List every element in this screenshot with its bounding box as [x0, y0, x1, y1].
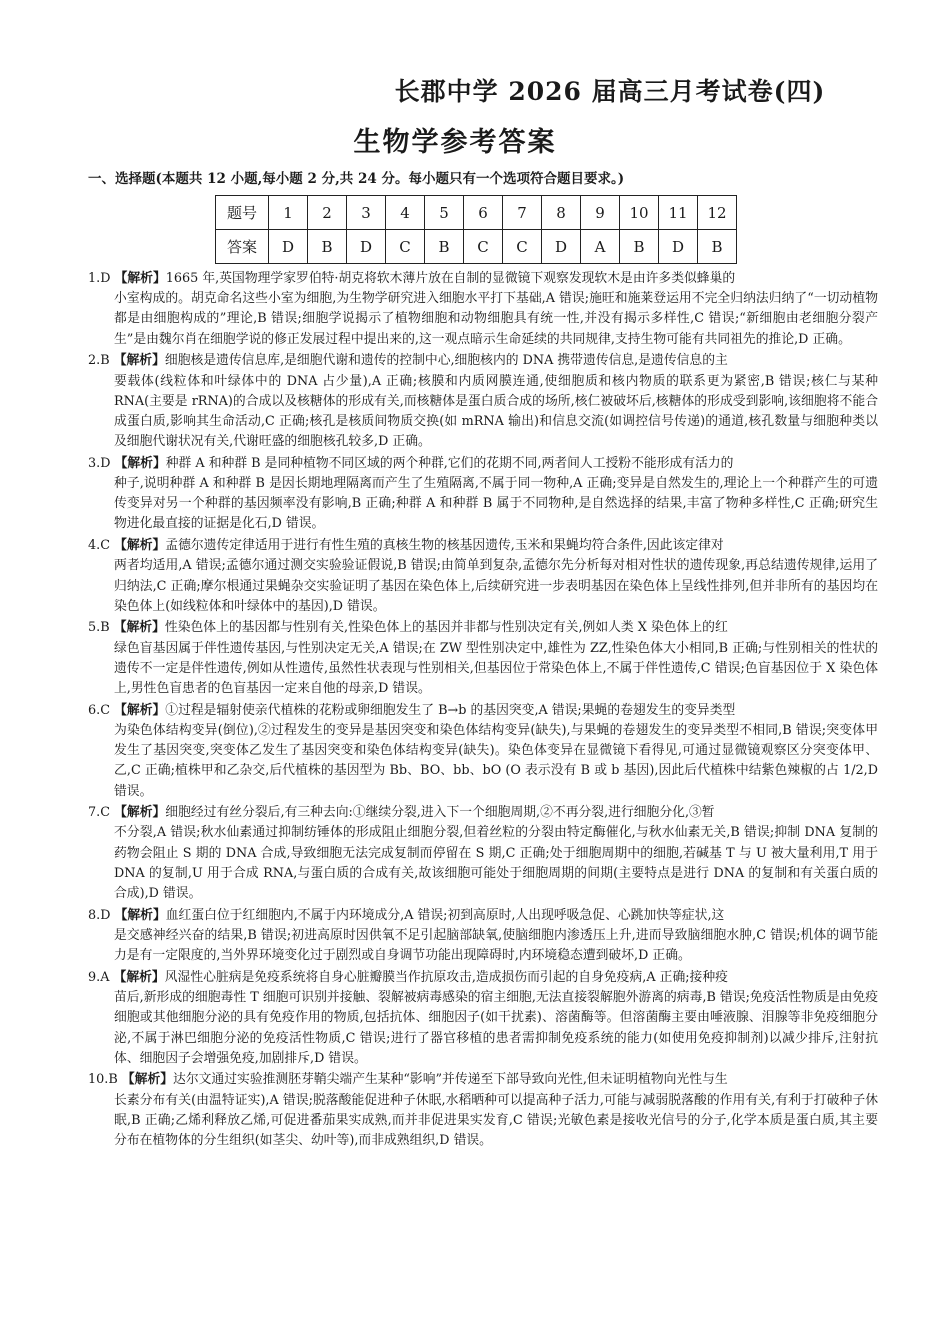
explanation-text: 苗后,新形成的细胞毒性 T 细胞可识别并接触、裂解被病毒感染的宿主细胞,无法直接裂解胞外游离的病毒,B 错误;免疫活性物质是由免疫细胞或其他细胞分泌的具有免疫作用的物质,包括抗体、细胞因子(如干扰素)、溶菌酶等。但溶菌酶主要由唾液腺、泪腺等非免疫细胞分泌,不属于淋巴细胞分泌的免疫活性物质,C 错误;进行了器官移植的患者需抑制免疫系统的能力(如使用免疫抑制剂)以减少排斥,注射抗体、细胞因子会增强免疫,加剧排斥,D 错误。	[114, 990, 878, 1066]
explanations	[88, 269, 878, 1153]
page-title: 长郡中学 2026 届高三月考试卷(四)	[394, 77, 826, 106]
analysis-tag: 【解析】	[114, 907, 166, 923]
answer-table	[215, 195, 737, 264]
explanation-first-line: 性染色体上的基因都与性别有关,性染色体上的基因并非都与性别决定有关,例如人类 X 染色体上的红	[164, 620, 728, 636]
explanation-first-line: 种群 A 和种群 B 是同种植物不同区域的两个种群,它们的花期不同,两者间人工授粉不能形成有活力的	[165, 455, 734, 471]
explanation-text: 种子,说明种群 A 和种群 B 是因长期地理隔离而产生了生殖隔离,不属于同一物种,A 正确;变异是自然发生的,理论上一个种群产生的可遗传变异对另一个种群的基因频率没有影响,B 正确;种群 A 和种群 B 属于不同物种,是自然选择的结果,丰富了物种多样性,C 正确;研究生物进化最直接的证据是化石,D 错误。	[114, 476, 878, 532]
explanation-item	[88, 536, 878, 617]
explanation-text: 小室构成的。胡克命名这些小室为细胞,为生物学研究进入细胞水平打下基础,A 错误;施旺和施莱登运用不完全归纳法归纳了“一切动植物都是由细胞构成的”理论,B 错误;细胞学说揭示了植物细胞和动物细胞具有统一性,并没有揭示多样性,C 错误;“新细胞由老细胞分裂产生”是由魏尔肖在细胞学说的修正发展过程中提出来的,这一观点暗示生命延续的共同规律,支持生物可能有共同祖先的推论,D 正确。	[114, 291, 878, 347]
answer-cell: C	[503, 230, 542, 264]
question-number: 9	[581, 196, 620, 230]
analysis-tag: 【解析】	[113, 969, 165, 985]
explanation-item	[88, 906, 878, 967]
question-answer-label: 10.B	[88, 1072, 118, 1088]
explanation-first-line: 细胞核是遗传信息库,是细胞代谢和遗传的控制中心,细胞核内的 DNA 携带遗传信息,是遗传信息的主	[164, 353, 728, 369]
question-answer-label: 3.D	[88, 455, 111, 471]
answer-cell: B	[698, 230, 737, 264]
question-number: 4	[386, 196, 425, 230]
explanation-text: 是交感神经兴奋的结果,B 错误;初进高原时因供氧不足引起脑部缺氧,使脑细胞内渗透压上升,进而导致脑细胞水肿,C 错误;机体的调节能力是有一定限度的,当外界环境变化过于剧烈或自身调节功能出现障碍时,内环境稳态遭到破坏,D 正确。	[114, 928, 878, 964]
analysis-tag: 【解析】	[114, 455, 166, 471]
page-subtitle: 生物学参考答案	[353, 127, 557, 158]
question-answer-label: 5.B	[88, 620, 110, 636]
explanation-text: 要载体(线粒体和叶绿体中的 DNA 占少量),A 正确;核膜和内质网膜连通,使细胞质和核内物质的联系更为紧密,B 错误;核仁与某种 RNA(主要是 rRNA)的合成以及核糖体的形成有关,而核糖体是蛋白质合成的场所,核仁被破坏后,核糖体的形成受到影响,该细胞将不能合成蛋白质,影响其生命活动,C 正确;核孔是核质间物质交换(如 mRNA 输出)和信息交流(如调控信号传递)的通道,核孔数量与细胞种类以及细胞代谢状况有关,代谢旺盛的细胞核孔较多,D 正确。	[114, 373, 878, 450]
question-number: 8	[542, 196, 581, 230]
analysis-tag: 【解析】	[114, 805, 166, 821]
explanation-first-line: 风湿性心脏病是免疫系统将自身心脏瓣膜当作抗原攻击,造成损伤而引起的自身免疫病,A 正确;接种疫	[164, 969, 728, 985]
question-answer-label: 6.C	[88, 702, 111, 718]
question-number: 3	[347, 196, 386, 230]
explanation-item	[88, 618, 878, 699]
analysis-tag: 【解析】	[114, 538, 166, 554]
question-number: 10	[620, 196, 659, 230]
section-heading: 一、选择题(本题共 12 小题,每小题 2 分,共 24 分。每小题只有一个选项符合题目要求。)	[88, 171, 625, 187]
question-number-row	[216, 196, 737, 230]
answer-cell: C	[464, 230, 503, 264]
analysis-tag: 【解析】	[114, 271, 166, 286]
explanation-first-line: 达尔文通过实验推测胚芽鞘尖端产生某种“影响”并传递至下部导致向光性,但未证明植物向光性与生	[173, 1072, 728, 1088]
question-number: 7	[503, 196, 542, 230]
row-label-answer: 答案	[216, 230, 269, 264]
explanation-first-line: ①过程是辐射使亲代植株的花粉或卵细胞发生了 B→b 的基因突变,A 错误;果蝇的卷翅发生的变异类型	[165, 702, 736, 718]
explanation-text: 为染色体结构变异(倒位),②过程发生的变异是基因突变和染色体结构变异(缺失),与果蝇的卷翅发生的变异类型不相同,B 错误;突变体甲发生了基因突变,突变体乙发生了基因突变和染色体结构变异(缺失)。染色体变异在显微镜下看得见,可通过显微镜观察区分突变体甲、乙,C 正确;植株甲和乙杂交,后代植株的基因型为 Bb、BO、bb、bO (O 表示没有 B 或 b 基因),因此后代植株中结紫色辣椒的占 1/2,D 错误。	[114, 722, 878, 799]
question-number: 11	[659, 196, 698, 230]
answer-cell: D	[269, 230, 308, 264]
explanation-item	[88, 701, 878, 802]
analysis-tag: 【解析】	[114, 702, 166, 718]
analysis-tag: 【解析】	[113, 620, 165, 636]
row-label-number: 题号	[216, 196, 269, 230]
answer-cell: D	[659, 230, 698, 264]
explanation-text: 长素分布有关(由温特证实),A 错误;脱落酸能促进种子休眠,水稻晒种可以提高种子活力,可能与减弱脱落酸的作用有关,有利于打破种子休眠,B 正确;乙烯利释放乙烯,可促进番茄果实成熟,而并非促进果实发育,C 错误;光敏色素是接收光信号的分子,化学本质是蛋白质,其主要分布在植物体的分生组织(如茎尖、幼叶等),而非成熟组织,D 错误。	[114, 1092, 878, 1149]
question-answer-label: 1.D	[88, 271, 111, 286]
explanation-text: 两者均适用,A 错误;孟德尔通过测交实验验证假说,B 错误;由简单到复杂,孟德尔先分析每对相对性状的遗传现象,再总结遗传规律,运用了归纳法,C 正确;摩尔根通过果蝇杂交实验证明了基因在染色体上,后续研究进一步表明基因在染色体上呈线性排列,但并非所有的基因均在染色体上(如线粒体和叶绿体中的基因),D 错误。	[114, 558, 878, 614]
question-number: 12	[698, 196, 737, 230]
answer-cell: B	[425, 230, 464, 264]
answer-cell: A	[581, 230, 620, 264]
answer-cell: B	[620, 230, 659, 264]
answer-cell: D	[542, 230, 581, 264]
answer-cell: C	[386, 230, 425, 264]
question-answer-label: 9.A	[88, 969, 110, 985]
question-answer-label: 7.C	[88, 805, 111, 821]
explanation-item	[88, 1070, 878, 1151]
explanation-item	[88, 968, 878, 1069]
question-answer-label: 8.D	[88, 907, 111, 923]
answer-row	[216, 230, 737, 264]
explanation-first-line: 孟德尔遗传定律适用于进行有性生殖的真核生物的核基因遗传,玉米和果蝇均符合条件,因此该定律对	[165, 538, 724, 554]
analysis-tag: 【解析】	[121, 1072, 174, 1088]
explanation-first-line: 血红蛋白位于红细胞内,不属于内环境成分,A 错误;初到高原时,人出现呼吸急促、心跳加快等症状,这	[165, 907, 725, 923]
answer-cell: D	[347, 230, 386, 264]
question-number: 6	[464, 196, 503, 230]
explanation-text: 不分裂,A 错误;秋水仙素通过抑制纺锤体的形成阻止细胞分裂,但着丝粒的分裂由特定酶催化,与秋水仙素无关,B 错误;抑制 DNA 复制的药物会阻止 S 期的 DNA 合成,导致细胞无法完成复制而停留在 S 期,C 正确;处于细胞周期中的细胞,若碱基 T 与 U 被大量利用,T 用于 DNA 的复制,U 用于合成 RNA,与蛋白质的合成有关,故该细胞可能处于细胞周期的间期(主要特点是进行 DNA 的复制和有关蛋白质的合成),D 错误。	[114, 825, 878, 902]
explanation-item	[88, 803, 878, 904]
explanation-item	[88, 269, 878, 350]
question-number: 1	[269, 196, 308, 230]
explanation-item	[88, 454, 878, 535]
explanation-text: 绿色盲基因属于伴性遗传基因,与性别决定无关,A 错误;在 ZW 型性别决定中,雄性为 ZZ,性染色体大小相同,B 正确;与性别相关的性状的遗传不一定是伴性遗传,例如从性遗传,虽然性状表现与性别相关,但基因位于常染色体上,不属于伴性遗传,C 错误;色盲基因位于 X 染色体上,男性色盲患者的色盲基因一定来自他的母亲,D 错误。	[114, 640, 878, 697]
question-answer-label: 4.C	[88, 538, 111, 554]
question-number: 5	[425, 196, 464, 230]
question-answer-label: 2.B	[88, 353, 110, 369]
explanation-first-line: 细胞经过有丝分裂后,有三种去向:①继续分裂,进入下一个细胞周期,②不再分裂,进行细胞分化,③暂	[165, 805, 715, 821]
answer-cell: B	[308, 230, 347, 264]
analysis-tag: 【解析】	[113, 353, 165, 369]
question-number: 2	[308, 196, 347, 230]
explanation-item	[88, 351, 878, 452]
explanation-first-line: 1665 年,英国物理学家罗伯特·胡克将软木薄片放在自制的显微镜下观察发现软木是由许多类似蜂巢的	[165, 271, 736, 286]
